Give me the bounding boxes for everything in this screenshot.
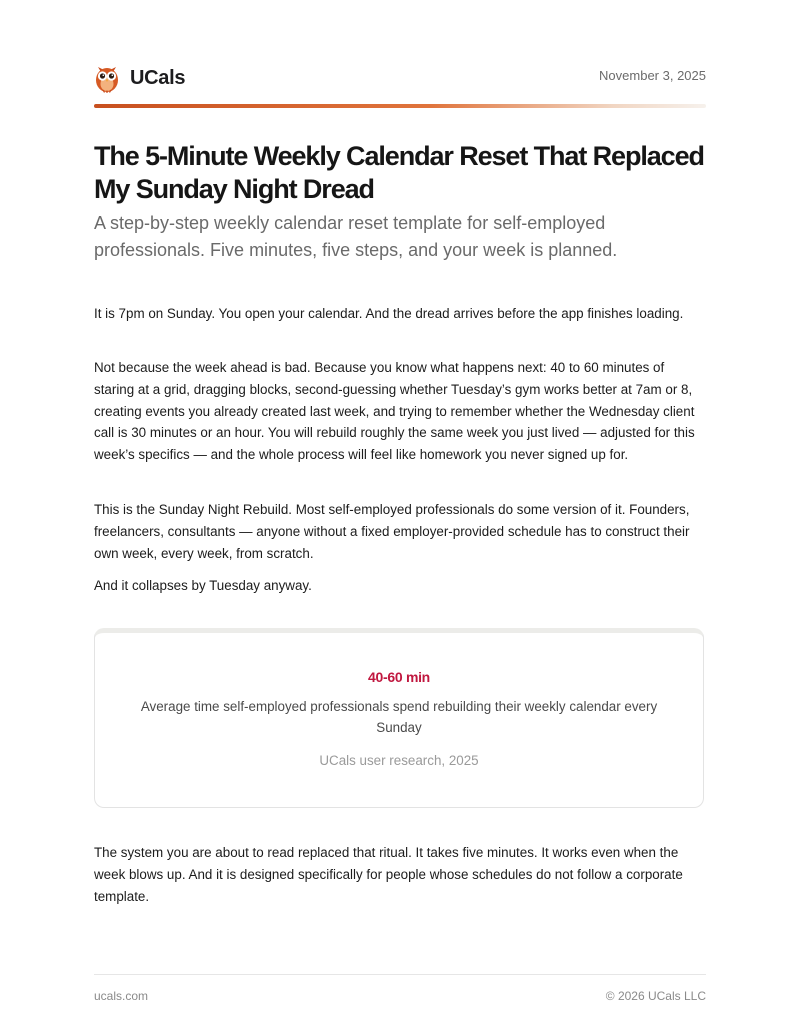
footer-copyright: © 2026 UCals LLC (605, 989, 706, 1003)
paragraph: And it collapses by Tuesday anyway. (94, 578, 312, 593)
stat-value: 40-60 min (368, 669, 430, 685)
brand-name: UCals (130, 66, 186, 89)
header-divider (94, 104, 706, 108)
stat-source: UCals user research, 2025 (319, 753, 479, 768)
brand[interactable] (94, 62, 185, 94)
publish-date: November 3, 2025 (599, 68, 706, 83)
paragraph: This is the Sunday Night Rebuild. Most self-employed professionals do some version of it. Founders, freelancers, consultants — anyone without a fixed employer-provided schedule has to construct their own week, every week, from scratch. (94, 502, 690, 561)
paragraph: The system you are about to read replaced that ritual. It takes five minutes. It works even when the week blows up. And it is designed specifically for people whose schedules do not follow a corporate template. (94, 845, 683, 904)
article-title: The 5-Minute Weekly Calendar Reset That Replaced My Sunday Night Dread (94, 141, 704, 204)
page-header (94, 60, 706, 96)
footer-divider (94, 974, 706, 975)
paragraph: Not because the week ahead is bad. Because you know what happens next: 40 to 60 minutes of staring at a grid, dragging blocks, second-guessing whether Tuesday’s gym works better at 7am or 8, creating events you already created last week, and trying to remember whether the Wednesday client call is 30 minutes or an hour. You will rebuild roughly the same week you just lived — adjusted for this week’s specifics — and the whole process will feel like homework you never signed up for. (94, 360, 695, 463)
footer-site-link[interactable]: ucals.com (94, 989, 149, 1003)
article-subtitle: A step-by-step weekly calendar reset template for self-employed professionals. Five minutes, five steps, and your week is planned. (94, 213, 618, 260)
stat-callout (94, 628, 704, 808)
owl-icon (94, 63, 120, 93)
stat-description: Average time self-employed professionals spend rebuilding their weekly calendar every Sunday (140, 699, 658, 735)
paragraph: It is 7pm on Sunday. You open your calendar. And the dread arrives before the app finishes loading. (94, 306, 684, 321)
